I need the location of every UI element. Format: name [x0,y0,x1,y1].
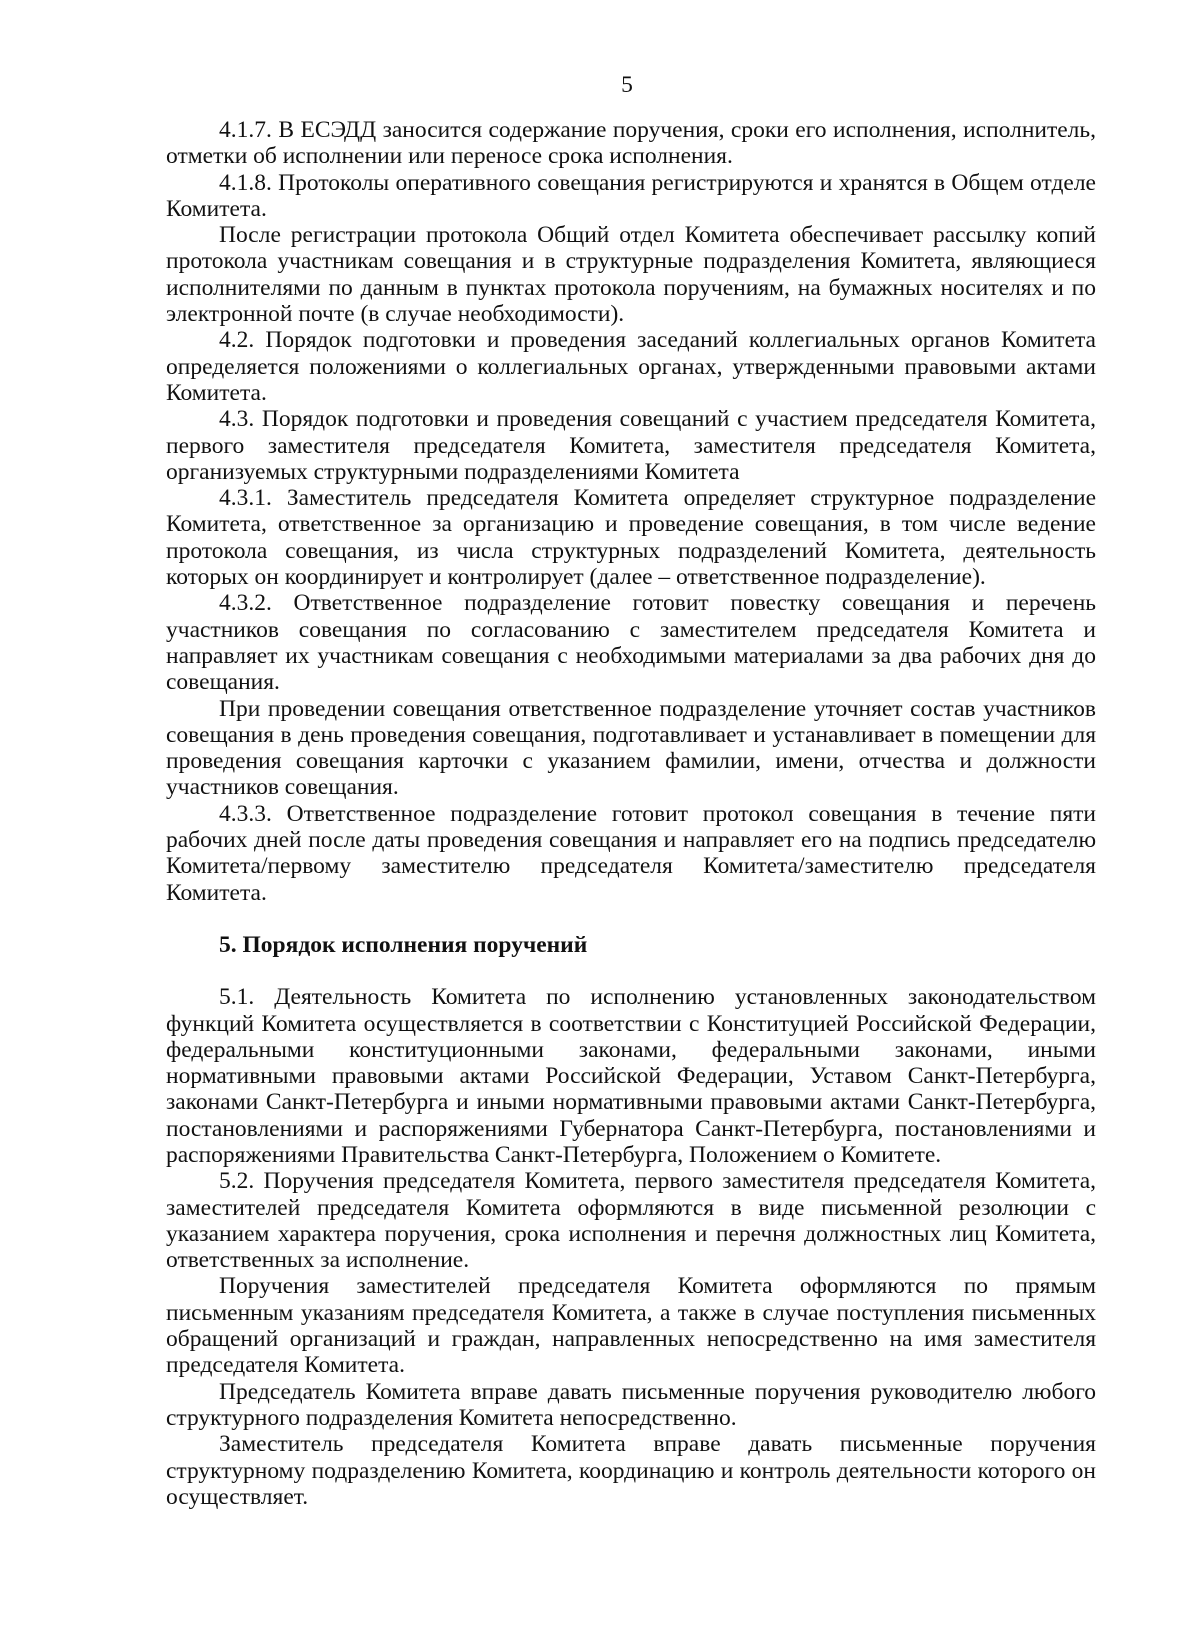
document-body [166,117,1096,1510]
paragraph-meeting-preparation: При проведении совещания ответственное подразделение уточняет состав участников совещания в день проведения совещания, подготавливает и устанавливает в помещении для проведения совещания карточки с указанием фамилии, имени, отчества и должности участников совещания. [166,695,1096,801]
paragraph-5-2: 5.2. Поручения председателя Комитета, первого заместителя председателя Комитета, заместителей председателя Комитета оформляются в виде письменной резолюции с указанием характера поручения, срока исполнения и перечня должностных лиц Комитета, ответственных за исполнение. [166,1168,1096,1274]
paragraph-deputy-rights: Заместитель председателя Комитета вправе давать письменные поручения структурному подразделению Комитета, координацию и контроль деятельности которого он осуществляет. [166,1431,1096,1510]
paragraph-4-1-8: 4.1.8. Протоколы оперативного совещания регистрируются и хранятся в Общем отделе Комитета. [166,169,1096,222]
paragraph-4-2: 4.2. Порядок подготовки и проведения заседаний коллегиальных органов Комитета определяется положениями о коллегиальных органах, утвержденными правовыми актами Комитета. [166,327,1096,406]
paragraph-4-3-2: 4.3.2. Ответственное подразделение готовит повестку совещания и перечень участников совещания по согласованию с заместителем председателя Комитета и направляет их участникам совещания с необходимыми материалами за два рабочих дня до совещания. [166,590,1096,696]
page-number: 5 [621,72,633,98]
section-heading: 5. Порядок исполнения поручений [219,931,588,958]
paragraph-4-1-7: 4.1.7. В ЕСЭДД заносится содержание поручения, сроки его исполнения, исполнитель, отметки об исполнении или переносе срока исполнения. [166,117,1096,170]
paragraph-5-1: 5.1. Деятельность Комитета по исполнению установленных законодательством функций Комитета осуществляется в соответствии с Конституцией Российской Федерации, федеральными конституционными законами, федеральными законами, иными нормативными правовыми актами Российской Федерации, Уставом Санкт-Петербурга, законами Санкт-Петербурга и иными нормативными правовыми актами Санкт-Петербурга, постановлениями и распоряжениями Губернатора Санкт-Петербурга, постановлениями и распоряжениями Правительства Санкт-Петербурга, Положением о Комитете. [166,984,1096,1168]
paragraph-4-3-1: 4.3.1. Заместитель председателя Комитета определяет структурное подразделение Комитета, ответственное за организацию и проведение совещания, в том числе ведение протокола совещания, из числа структурных подразделений Комитета, деятельность которых он координирует и контролирует (далее – ответственное подразделение). [166,485,1096,591]
paragraph-deputy-orders: Поручения заместителей председателя Комитета оформляются по прямым письменным указаниям председателя Комитета, а также в случае поступления письменных обращений организаций и граждан, направленных непосредственно на имя заместителя председателя Комитета. [166,1273,1096,1379]
paragraph-chairman-orders: Председатель Комитета вправе давать письменные поручения руководителю любого структурного подразделения Комитета непосредственно. [166,1378,1096,1431]
paragraph-4-3-3: 4.3.3. Ответственное подразделение готовит протокол совещания в течение пяти рабочих дней после даты проведения совещания и направляет его на подпись председателю Комитета/первому заместителю председателя Комитета/заместителю председателя Комитета. [166,800,1096,906]
paragraph-protocol-distribution: После регистрации протокола Общий отдел Комитета обеспечивает рассылку копий протокола участникам совещания и в структурные подразделения Комитета, являющиеся исполнителями по данным в пунктах протокола поручениям, на бумажных носителях и по электронной почте (в случае необходимости). [166,222,1096,328]
paragraph-4-3: 4.3. Порядок подготовки и проведения совещаний с участием председателя Комитета, первого заместителя председателя Комитета, заместителя председателя Комитета, организуемых структурными подразделениями Комитета [166,406,1096,485]
